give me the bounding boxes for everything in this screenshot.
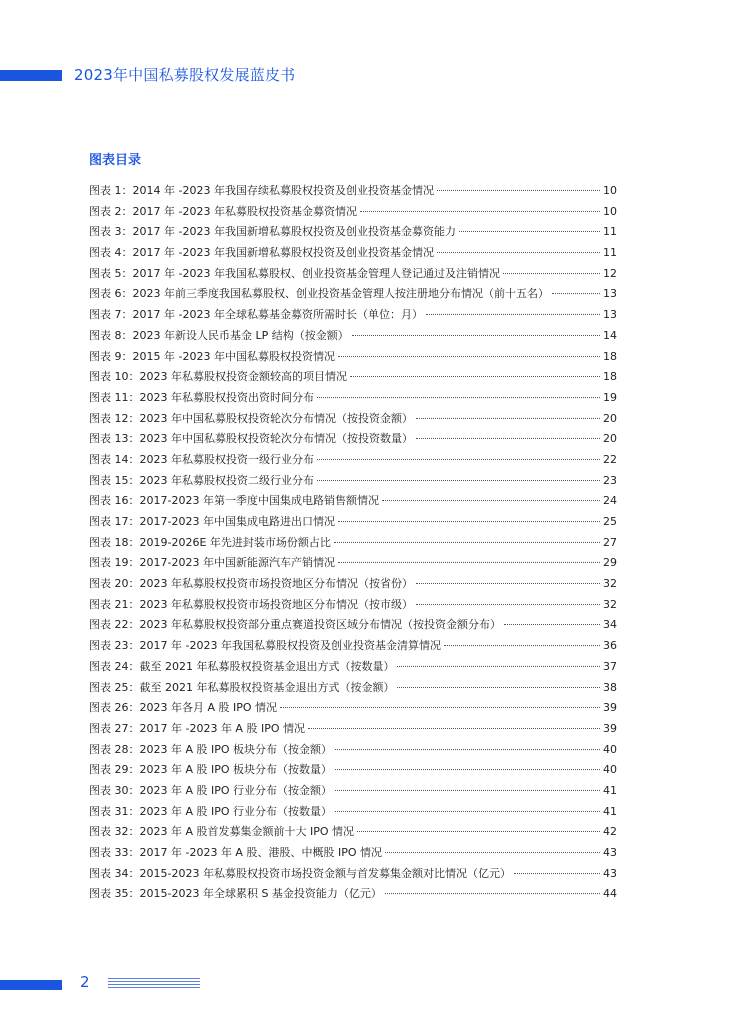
toc-entry[interactable] xyxy=(89,760,617,781)
toc-entry-label: 图表 13：2023 年中国私募股权投资轮次分布情况（按投资数量） xyxy=(89,432,413,446)
toc-entry[interactable] xyxy=(89,698,617,719)
toc-dot-leader xyxy=(437,190,600,191)
toc-entry-label: 图表 11：2023 年私募股权投资出资时间分布 xyxy=(89,390,314,404)
toc-entry[interactable] xyxy=(89,595,617,616)
header-accent-bar xyxy=(0,70,62,81)
toc-entry-page: 13 xyxy=(603,308,617,322)
toc-entry[interactable] xyxy=(89,284,617,305)
toc-entry[interactable] xyxy=(89,305,617,326)
toc-entry[interactable] xyxy=(89,678,617,699)
toc-entry-label: 图表 28：2023 年 A 股 IPO 板块分布（按金额） xyxy=(89,742,333,756)
toc-entry-page: 29 xyxy=(603,556,617,570)
toc-entry-label: 图表 4：2017 年 -2023 年我国新增私募股权投资及创业投资基金情况 xyxy=(89,246,434,260)
toc-dot-leader xyxy=(335,749,600,750)
toc-entry-page: 36 xyxy=(603,639,617,653)
toc-entry-label: 图表 23：2017 年 -2023 年我国私募股权投资及创业投资基金清算情况 xyxy=(89,639,441,653)
toc-dot-leader xyxy=(280,707,600,708)
toc-entry-page: 22 xyxy=(603,452,617,466)
toc-entry-label: 图表 1：2014 年 -2023 年我国存续私募股权投资及创业投资基金情况 xyxy=(89,184,434,197)
toc-dot-leader xyxy=(416,438,600,439)
toc-entry[interactable] xyxy=(89,222,617,243)
toc-entry[interactable] xyxy=(89,326,617,347)
toc-entry-page: 38 xyxy=(603,680,617,694)
toc-dot-leader xyxy=(357,831,600,832)
toc-entry[interactable] xyxy=(89,615,617,636)
toc-dot-leader xyxy=(397,666,600,667)
toc-entry[interactable] xyxy=(89,388,617,409)
toc-entry-page: 41 xyxy=(603,804,617,818)
toc-entry-page: 37 xyxy=(603,659,617,673)
toc-dot-leader xyxy=(338,521,600,522)
toc-entry-page: 43 xyxy=(603,866,617,880)
toc-entry-label: 图表 19：2017-2023 年中国新能源汽车产销情况 xyxy=(89,556,335,570)
toc-entry[interactable] xyxy=(89,884,617,905)
toc-entry-page: 32 xyxy=(603,577,617,591)
toc-entry[interactable] xyxy=(89,471,617,492)
toc-dot-leader xyxy=(360,211,600,212)
toc-dot-leader xyxy=(416,583,600,584)
toc-list xyxy=(89,181,617,905)
toc-dot-leader xyxy=(317,397,600,398)
toc-entry-page: 12 xyxy=(603,266,617,280)
toc-entry[interactable] xyxy=(89,243,617,264)
toc-dot-leader xyxy=(350,376,600,377)
toc-dot-leader xyxy=(352,335,600,336)
footer-decorative-lines xyxy=(108,978,200,992)
toc-dot-leader xyxy=(397,687,600,688)
toc-dot-leader xyxy=(308,728,600,729)
toc-entry[interactable] xyxy=(89,533,617,554)
toc-entry-label: 图表 32：2023 年 A 股首发募集金额前十大 IPO 情况 xyxy=(89,825,355,839)
toc-entry[interactable] xyxy=(89,347,617,368)
toc-entry[interactable] xyxy=(89,636,617,657)
toc-dot-leader xyxy=(416,418,600,419)
toc-dot-leader xyxy=(503,273,600,274)
toc-dot-leader xyxy=(504,624,600,625)
toc-entry-label: 图表 3：2017 年 -2023 年我国新增私募股权投资及创业投资基金募资能力 xyxy=(89,225,456,239)
toc-entry-label: 图表 18：2019-2026E 年先进封装市场份额占比 xyxy=(89,535,331,549)
toc-entry-label: 图表 34：2015-2023 年私募股权投资市场投资金额与首发募集金额对比情况（亿元） xyxy=(89,866,511,880)
toc-dot-leader xyxy=(338,356,600,357)
toc-entry-page: 39 xyxy=(603,721,617,735)
toc-dot-leader xyxy=(317,480,600,481)
toc-entry-page: 14 xyxy=(603,328,617,342)
toc-entry-label: 图表 35：2015-2023 年全球累积 S 基金投资能力（亿元） xyxy=(89,887,382,901)
toc-entry[interactable] xyxy=(89,719,617,740)
toc-entry-label: 图表 12：2023 年中国私募股权投资轮次分布情况（按投资金额） xyxy=(89,411,413,425)
toc-dot-leader xyxy=(317,459,600,460)
toc-dot-leader xyxy=(459,231,600,232)
toc-entry-page: 18 xyxy=(603,370,617,384)
toc-entry[interactable] xyxy=(89,740,617,761)
toc-entry[interactable] xyxy=(89,367,617,388)
footer-accent-bar xyxy=(0,980,62,990)
toc-entry-page: 34 xyxy=(603,618,617,632)
toc-entry-label: 图表 22：2023 年私募股权投资部分重点赛道投资区域分布情况（按投资金额分布） xyxy=(89,618,501,632)
toc-entry[interactable] xyxy=(89,450,617,471)
toc-entry[interactable] xyxy=(89,802,617,823)
toc-entry[interactable] xyxy=(89,181,617,202)
toc-entry-label: 图表 2：2017 年 -2023 年私募股权投资基金募资情况 xyxy=(89,204,357,218)
toc-entry-label: 图表 20：2023 年私募股权投资市场投资地区分布情况（按省份） xyxy=(89,577,413,591)
toc-entry-label: 图表 6：2023 年前三季度我国私募股权、创业投资基金管理人按注册地分布情况（前十五名） xyxy=(89,287,549,301)
page-number: 2 xyxy=(80,973,90,991)
toc-dot-leader xyxy=(426,314,600,315)
toc-dot-leader xyxy=(335,811,600,812)
toc-entry-page: 20 xyxy=(603,411,617,425)
toc-entry-page: 39 xyxy=(603,701,617,715)
toc-dot-leader xyxy=(335,790,600,791)
document-title: 2023年中国私募股权发展蓝皮书 xyxy=(74,66,296,84)
toc-entry-page: 32 xyxy=(603,597,617,611)
toc-entry[interactable] xyxy=(89,574,617,595)
toc-entry[interactable] xyxy=(89,202,617,223)
toc-entry-label: 图表 29：2023 年 A 股 IPO 板块分布（按数量） xyxy=(89,763,333,777)
toc-entry-page: 44 xyxy=(603,887,617,901)
toc-entry-label: 图表 7：2017 年 -2023 年全球私募基金募资所需时长（单位：月） xyxy=(89,308,423,322)
toc-entry-page: 43 xyxy=(603,846,617,859)
toc-entry-page: 40 xyxy=(603,763,617,777)
toc-entry-label: 图表 9：2015 年 -2023 年中国私募股权投资情况 xyxy=(89,349,335,363)
toc-dot-leader xyxy=(334,542,600,543)
toc-entry-page: 18 xyxy=(603,349,617,363)
toc-entry-label: 图表 25：截至 2021 年私募股权投资基金退出方式（按金额） xyxy=(89,680,395,694)
toc-entry[interactable] xyxy=(89,864,617,885)
toc-entry-page: 23 xyxy=(603,473,617,487)
toc-entry[interactable] xyxy=(89,553,617,574)
toc-entry[interactable] xyxy=(89,512,617,533)
toc-entry-page: 13 xyxy=(603,287,617,301)
toc-entry-page: 19 xyxy=(603,390,617,404)
toc-entry-page: 11 xyxy=(603,225,617,239)
toc-dot-leader xyxy=(382,500,600,501)
toc-entry-page: 27 xyxy=(603,535,617,549)
toc-dot-leader xyxy=(385,893,600,894)
toc-entry-page: 24 xyxy=(603,494,617,508)
toc-entry-label: 图表 27：2017 年 -2023 年 A 股 IPO 情况 xyxy=(89,721,305,735)
toc-entry-label: 图表 17：2017-2023 年中国集成电路进出口情况 xyxy=(89,515,335,528)
toc-entry-page: 10 xyxy=(603,184,617,197)
toc-entry-label: 图表 10：2023 年私募股权投资金额较高的项目情况 xyxy=(89,370,347,384)
toc-entry[interactable] xyxy=(89,843,617,864)
toc-entry-page: 11 xyxy=(603,246,617,260)
toc-entry-label: 图表 21：2023 年私募股权投资市场投资地区分布情况（按市级） xyxy=(89,597,413,611)
toc-entry-page: 42 xyxy=(603,825,617,839)
toc-dot-leader xyxy=(338,562,600,563)
toc-entry-page: 40 xyxy=(603,742,617,756)
toc-dot-leader xyxy=(444,645,600,646)
toc-entry-label: 图表 14：2023 年私募股权投资一级行业分布 xyxy=(89,452,314,466)
toc-entry[interactable] xyxy=(89,264,617,285)
toc-entry-label: 图表 16：2017-2023 年第一季度中国集成电路销售额情况 xyxy=(89,494,379,508)
toc-entry-page: 25 xyxy=(603,515,617,528)
toc-dot-leader xyxy=(552,293,600,294)
toc-dot-leader xyxy=(437,252,600,253)
toc-entry-label: 图表 26：2023 年各月 A 股 IPO 情况 xyxy=(89,701,278,715)
toc-dot-leader xyxy=(514,873,600,874)
toc-dot-leader xyxy=(385,852,600,853)
toc-entry[interactable] xyxy=(89,409,617,430)
toc-entry-label: 图表 31：2023 年 A 股 IPO 行业分布（按数量） xyxy=(89,804,333,818)
toc-entry[interactable] xyxy=(89,429,617,450)
toc-entry-page: 10 xyxy=(603,204,617,218)
toc-heading: 图表目录 xyxy=(89,153,142,168)
toc-entry[interactable] xyxy=(89,822,617,843)
toc-entry-label: 图表 30：2023 年 A 股 IPO 行业分布（按金额） xyxy=(89,783,333,797)
toc-entry-label: 图表 8：2023 年新设人民币基金 LP 结构（按金额） xyxy=(89,328,349,342)
toc-entry-label: 图表 5：2017 年 -2023 年我国私募股权、创业投资基金管理人登记通过及注销情况 xyxy=(89,266,500,280)
toc-dot-leader xyxy=(335,769,600,770)
toc-entry-page: 41 xyxy=(603,783,617,797)
toc-entry-label: 图表 33：2017 年 -2023 年 A 股、港股、中概股 IPO 情况 xyxy=(89,846,382,859)
toc-entry[interactable] xyxy=(89,781,617,802)
toc-entry-page: 20 xyxy=(603,432,617,446)
toc-dot-leader xyxy=(416,604,600,605)
toc-entry-label: 图表 15：2023 年私募股权投资二级行业分布 xyxy=(89,473,314,487)
toc-entry[interactable] xyxy=(89,491,617,512)
toc-entry-label: 图表 24：截至 2021 年私募股权投资基金退出方式（按数量） xyxy=(89,659,395,673)
toc-entry[interactable] xyxy=(89,657,617,678)
